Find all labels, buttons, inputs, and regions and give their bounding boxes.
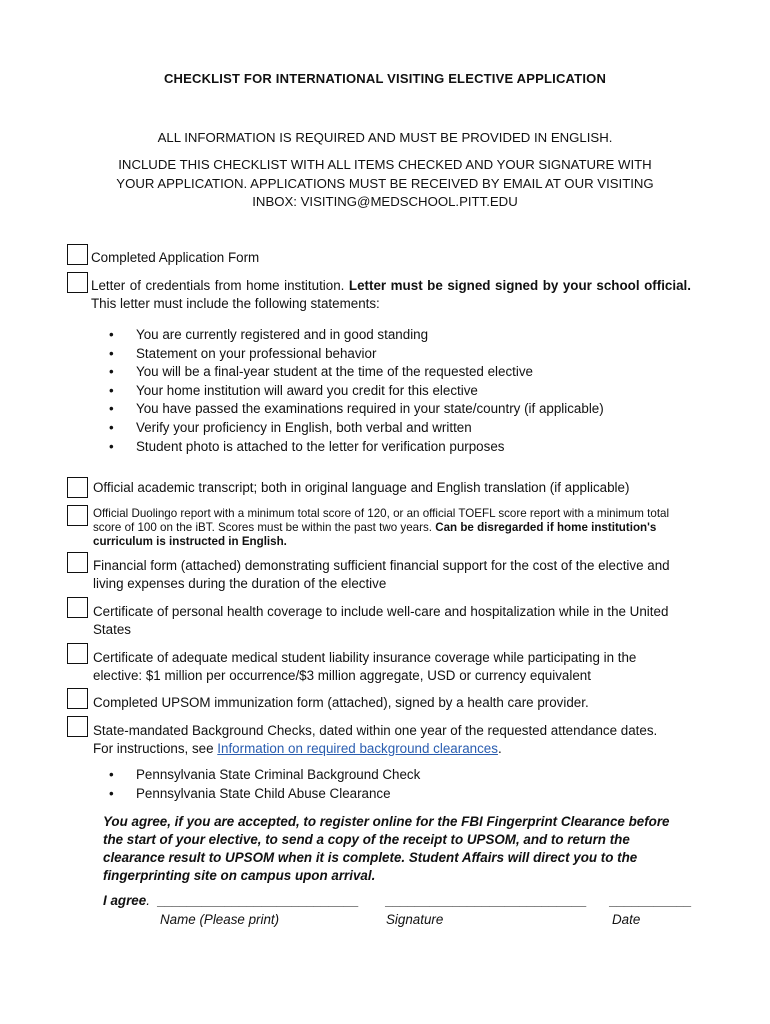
checkbox-application-form[interactable]: [67, 244, 88, 265]
item-application-form: Completed Application Form: [91, 250, 260, 265]
list-item: • Statement on your professional behavior: [109, 345, 729, 364]
background-period: .: [497, 741, 502, 756]
checkbox-liability[interactable]: [67, 643, 88, 664]
signature-label: Signature: [386, 912, 444, 927]
checkbox-credentials[interactable]: [67, 272, 88, 293]
item-financial: Financial form (attached) demonstrating sufficient financial support for the cost of the elective and living expenses during the duration of the elective: [93, 558, 670, 591]
duolingo-bold: Can be disregarded if home institution's curriculum is instructed in English.: [93, 521, 657, 548]
list-item: • Your home institution will award you credit for this elective: [109, 382, 729, 401]
checkbox-financial[interactable]: [67, 552, 88, 573]
signature-line[interactable]: ___________________________: [386, 893, 588, 908]
credentials-text: Letter of credentials from home institution.: [91, 278, 345, 293]
item-transcript: Official academic transcript; both in original language and English translation (if applicable): [93, 480, 630, 495]
credentials-text-2: This letter must include the following statements:: [91, 296, 380, 311]
i-agree-dot: .: [146, 893, 150, 908]
date-line[interactable]: ___________: [610, 893, 692, 908]
intro-line-1: ALL INFORMATION IS REQUIRED AND MUST BE PROVIDED IN ENGLISH.: [157, 130, 613, 145]
page-title: CHECKLIST FOR INTERNATIONAL VISITING ELECTIVE APPLICATION: [163, 71, 607, 86]
background-instructions-text: For instructions, see: [93, 741, 214, 756]
background-clearances-link[interactable]: Information on required background clearances: [217, 741, 498, 756]
background-bullet-list: [109, 766, 709, 803]
signature-row: [103, 893, 150, 908]
list-item: • You are currently registered and in good standing: [109, 326, 729, 345]
checkbox-health[interactable]: [67, 597, 88, 618]
item-background: [93, 722, 713, 758]
background-text: State-mandated Background Checks, dated within one year of the requested attendance dates.: [93, 723, 658, 738]
intro-line-3: YOUR APPLICATION. APPLICATIONS MUST BE RECEIVED BY EMAIL AT OUR VISITING: [116, 176, 654, 191]
background-instructions: [93, 740, 713, 758]
item-health: Certificate of personal health coverage to include well-care and hospitalization while in the United States: [93, 604, 669, 637]
item-liability: Certificate of adequate medical student liability insurance coverage while participating in the elective: $1 million per occurrence/$3 million aggregate, USD or currency equivalent: [93, 650, 637, 683]
list-item: • Pennsylvania State Child Abuse Clearance: [109, 785, 709, 804]
agreement-text: You agree, if you are accepted, to register online for the FBI Fingerprint Clearance before the start of your elective, to send a copy of the receipt to UPSOM, and to return the clearance result to UPSOM when it is complete. Student Affairs will direct you to the fingerprinting site on campus upon arrival.: [103, 814, 670, 883]
item-duolingo: [93, 507, 698, 549]
intro-line-2: INCLUDE THIS CHECKLIST WITH ALL ITEMS CHECKED AND YOUR SIGNATURE WITH: [118, 157, 652, 172]
i-agree-label: I agree: [103, 893, 147, 908]
checkbox-duolingo[interactable]: [67, 505, 88, 526]
checkbox-immunization[interactable]: [67, 688, 88, 709]
name-line[interactable]: ___________________________: [158, 893, 360, 908]
list-item: • Verify your proficiency in English, both verbal and written: [109, 419, 729, 438]
name-label: Name (Please print): [160, 912, 280, 927]
list-item: • Student photo is attached to the letter for verification purposes: [109, 438, 729, 457]
list-item: • You have passed the examinations required in your state/country (if applicable): [109, 400, 729, 419]
checkbox-background[interactable]: [67, 716, 88, 737]
checkbox-transcript[interactable]: [67, 477, 88, 498]
item-credentials: [91, 277, 691, 313]
item-immunization: Completed UPSOM immunization form (attached), signed by a health care provider.: [93, 695, 589, 710]
list-item: • You will be a final-year student at the time of the requested elective: [109, 363, 729, 382]
credential-bullet-list: [109, 326, 729, 456]
date-label: Date: [612, 912, 641, 927]
credentials-bold: Letter must be signed signed by your school official.: [348, 278, 691, 293]
duolingo-text: Official Duolingo report with a minimum total score of 120, or an official TOEFL score report with a minimum total score of 100 on the iBT. Scores must be within the past two years.: [93, 507, 670, 534]
intro-line-4: INBOX: VISITING@MEDSCHOOL.PITT.EDU: [252, 194, 518, 209]
list-item: • Pennsylvania State Criminal Background Check: [109, 766, 709, 785]
